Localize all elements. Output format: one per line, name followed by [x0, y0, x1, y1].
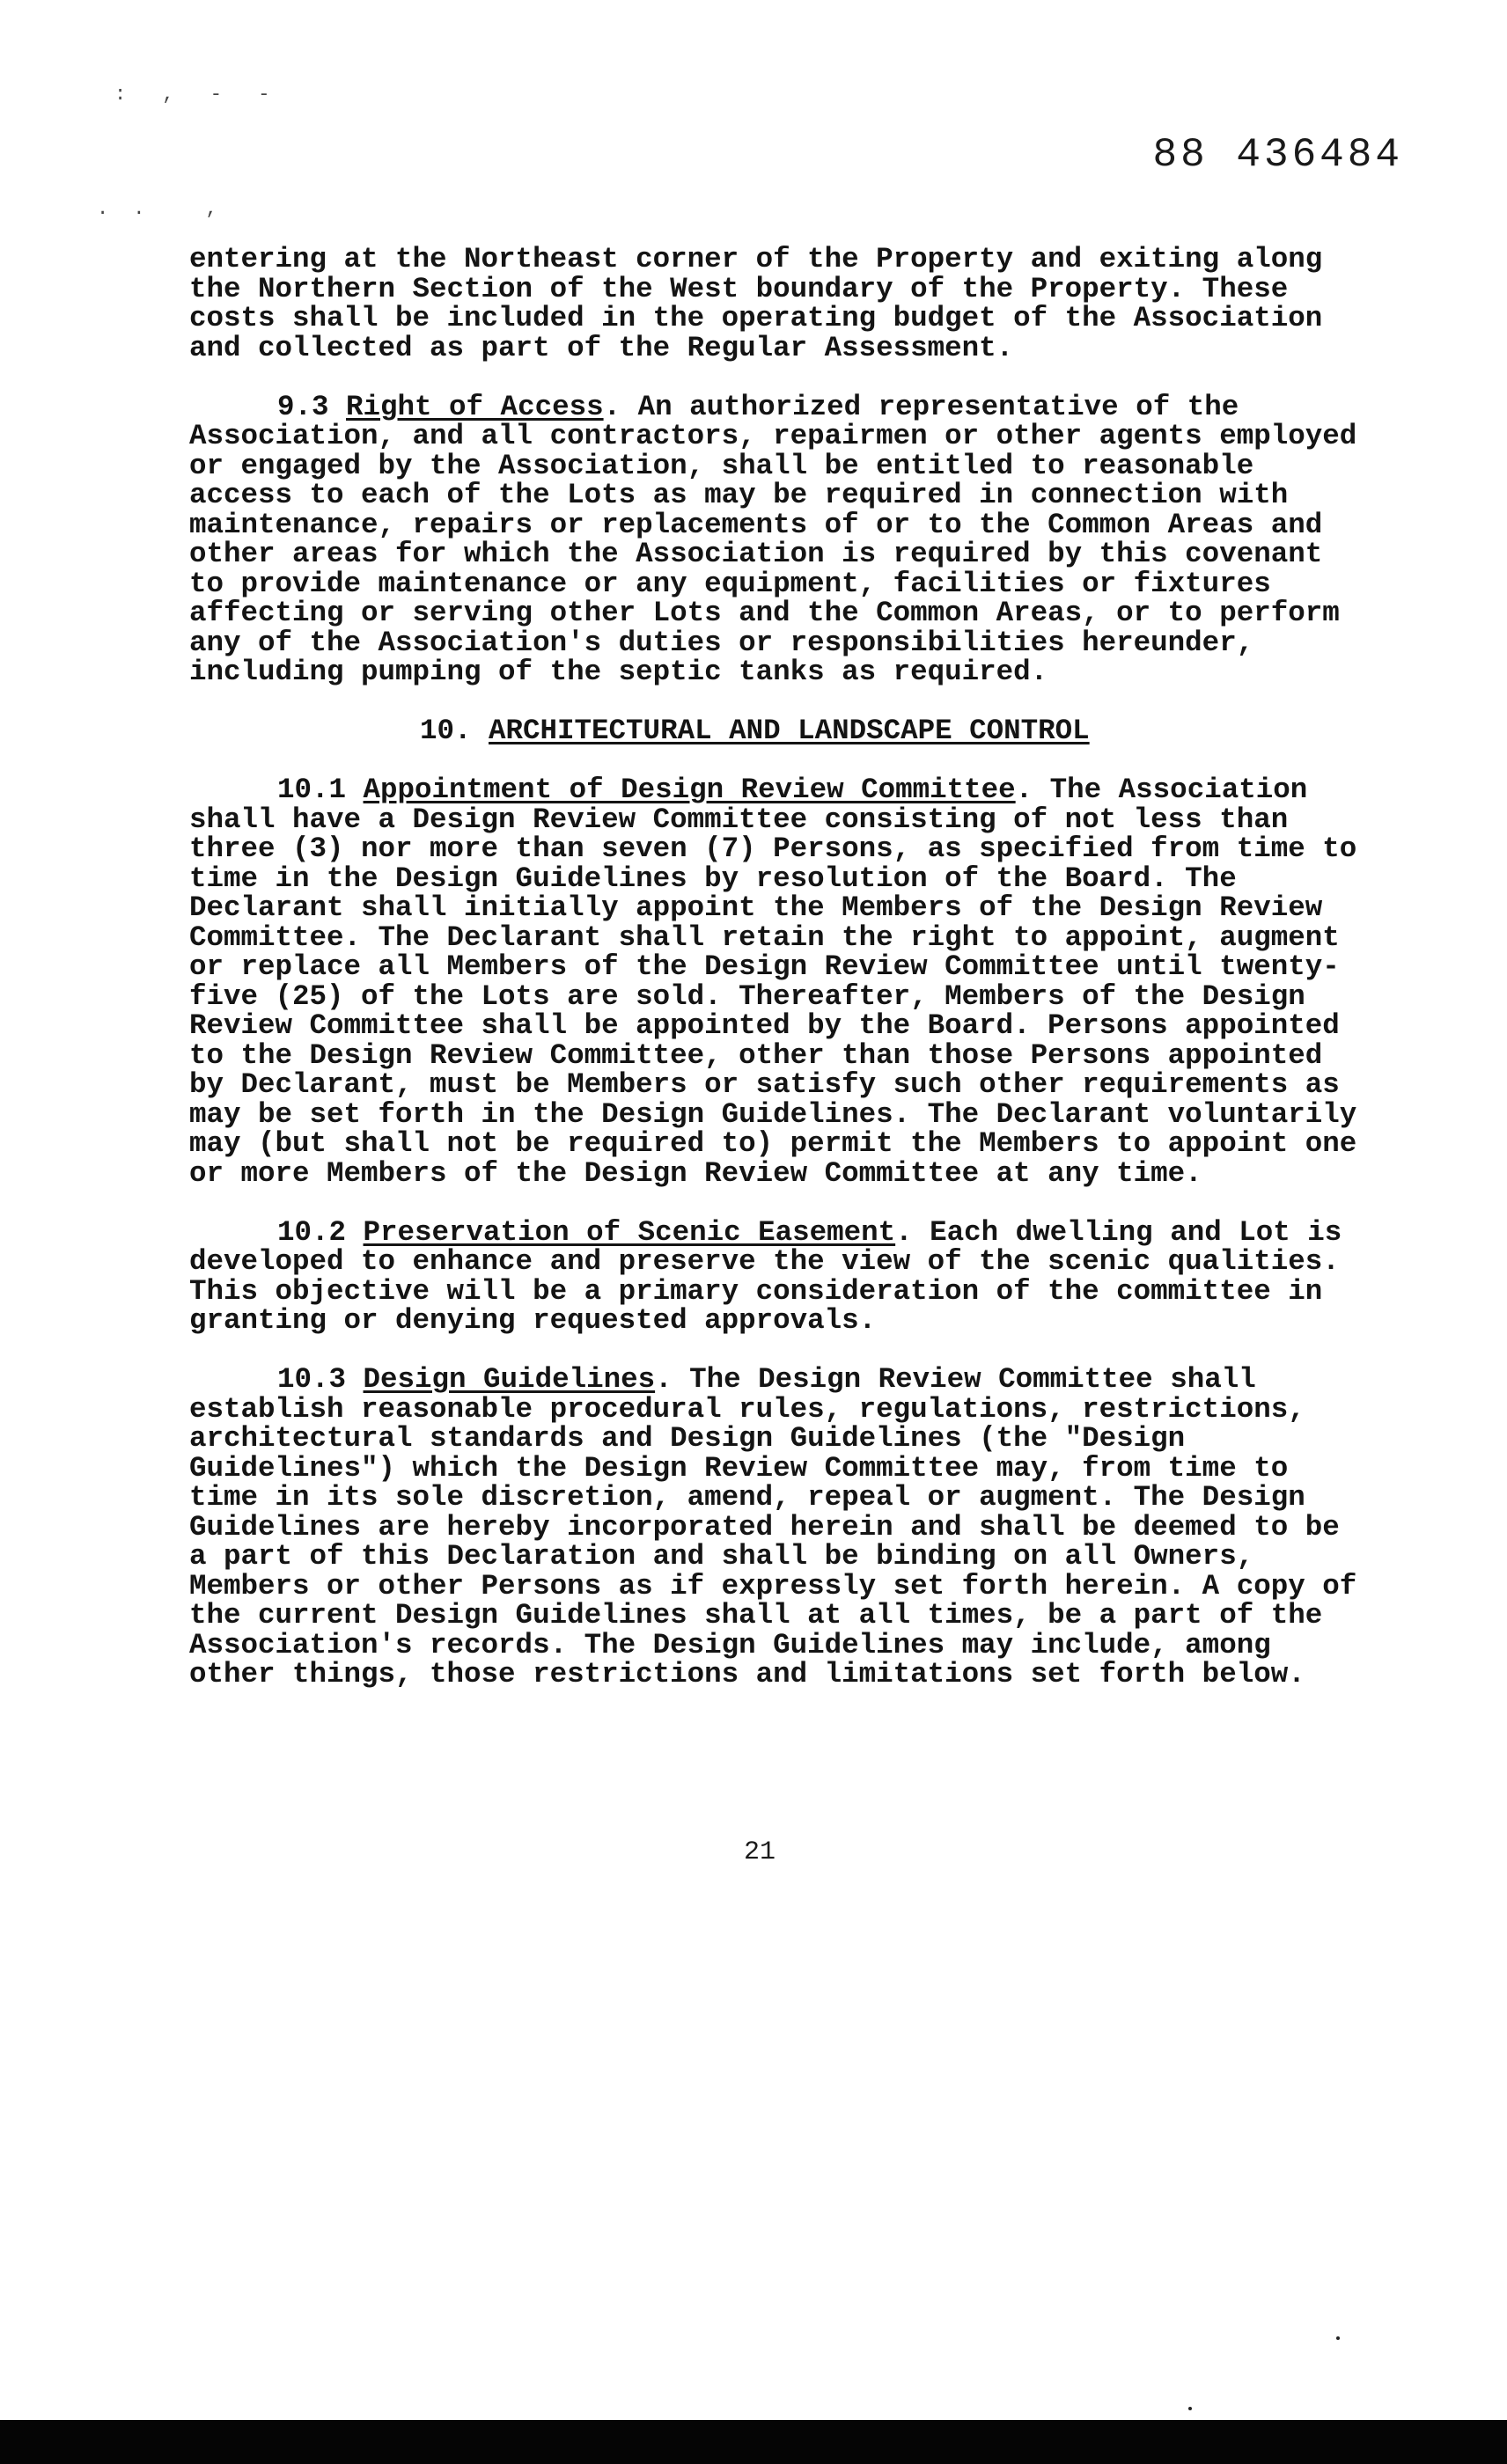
- page-number: 21: [743, 1837, 776, 1867]
- section-heading-10: [189, 716, 1369, 746]
- document-number: 88 436484: [1152, 132, 1403, 178]
- section-title-scenic-easement: Preservation of Scenic Easement: [363, 1215, 896, 1249]
- paragraph-9-3: [189, 390, 1374, 688]
- heading-title-10: ARCHITECTURAL AND LANDSCAPE CONTROL: [489, 715, 1090, 747]
- section-number-10-2: 10.2: [277, 1215, 347, 1249]
- section-title-appointment: Appointment of Design Review Committee: [363, 774, 1016, 806]
- section-title-design-guidelines: Design Guidelines: [363, 1363, 656, 1396]
- paragraph-10-3: [189, 1363, 1374, 1690]
- paragraph-10-2: [189, 1215, 1369, 1337]
- section-number-10-1: 10.1: [277, 774, 347, 806]
- scan-border-bottom: [0, 2420, 1507, 2464]
- paragraph-10-1: [189, 774, 1374, 1190]
- section-title-right-of-access: Right of Access: [346, 390, 604, 423]
- section-number-9-3: 9.3: [277, 390, 329, 423]
- scan-speck: [1336, 2336, 1340, 2340]
- section-body-9-3: . An authorized representative of the Association, and all contractors, repairmen or other agents employed or engaged by the Association, shall be entitled to reasonable access to each of the Lots as may be required in connection with maintenance, repairs or replacements of or to the Common Areas and other areas for which the Association is required by this covenant to provide maintenance or any equipment, facilities or fixtures affecting or serving other Lots and the Common Areas, or to perform any of the Association's duties or responsibilities hereunder, including pumping of the septic tanks as required.: [189, 390, 1374, 688]
- scan-specks: : , - -: [114, 84, 283, 106]
- paragraph-continuation-text: entering at the Northeast corner of the Property and exiting along the Northern Section of the West boundary of the Property. These costs shall be included in the operating budget of the Association and collected as part of the Regular Assessment.: [189, 243, 1340, 364]
- document-body: [189, 243, 1374, 1719]
- section-body-10-3: . The Design Review Committee shall establish reasonable procedural rules, regulations, restrictions, architectural standards and Design Guidelines (the "Design Guidelines") which the Design Review Committee may, from time to time in its sole discretion, amend, repeal or augment. The Design Guidelines are hereby incorporated herein and shall be deemed to be a part of this Declaration and shall be binding on all Owners, Members or other Persons as if expressly set forth herein. A copy of the current Design Guidelines shall at all times, be a part of the Association's records. The Design Guidelines may include, among other things, those restrictions and limitations set forth below.: [189, 1363, 1374, 1690]
- section-body-10-2: . Each dwelling and Lot is developed to enhance and preserve the view of the scenic qualities. This objective will be a primary consideration of the committee in granting or denying requested approvals.: [189, 1215, 1359, 1337]
- paragraph-continuation: [189, 245, 1369, 363]
- heading-number-10: 10.: [420, 715, 472, 747]
- section-number-10-3: 10.3: [277, 1363, 347, 1396]
- scan-speck: [1188, 2407, 1192, 2410]
- scan-specks-2: .. ,: [97, 198, 242, 220]
- section-body-10-1: . The Association shall have a Design Review Committee consisting of not less than three (3) nor more than seven (7) Persons, as specified from time to time in the Design Guidelines by resolution of the Board. The Declarant shall initially appoint the Members of the Design Review Committee. The Declarant shall retain the right to appoint, augment or replace all Members of the Design Review Committee until twenty-five (25) of the Lots are sold. Thereafter, Members of the Design Review Committee shall be appointed by the Board. Persons appointed to the Design Review Committee, other than those Persons appointed by Declarant, must be Members or satisfy such other requirements as may be set forth in the Design Guidelines. The Declarant voluntarily may (but shall not be required to) permit the Members to appoint one or more Members of the Design Review Committee at any time.: [189, 774, 1374, 1190]
